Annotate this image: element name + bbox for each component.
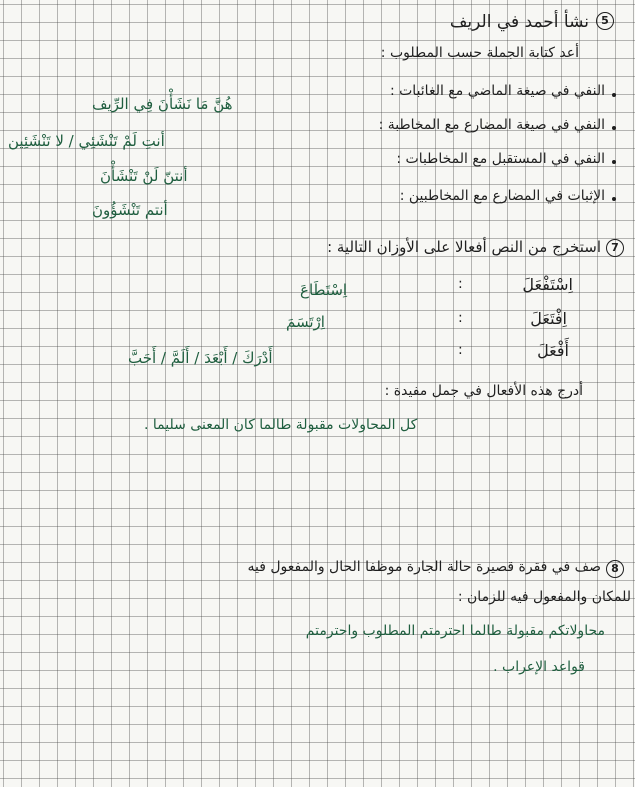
colon-separator: : (458, 276, 463, 292)
section-7-instruction: استخرج من النص أفعالا على الأوزان التالية : (327, 238, 601, 256)
bullet (612, 160, 616, 164)
s7-pattern-1: اِسْتَفْعَلَ (522, 275, 573, 294)
section-5-title: نشأ أحمد في الريف (449, 12, 589, 32)
s5-item-1-answer: هُنَّ مَا نَشَأْنَ فِي الرِّيف (92, 95, 233, 113)
section-5-instruction: أعد كتابة الجملة حسب المطلوب : (380, 45, 579, 61)
section-5-number-circle: 5 (596, 12, 614, 30)
section-7-number-circle: 7 (606, 239, 624, 257)
s7-pattern-3: أَفْعَلَ (537, 341, 569, 360)
section-8-instruction-line-1: صف في فقرة قصيرة حالة الجارة موظفا الحال والمفعول فيه (247, 559, 601, 575)
s5-item-3-prompt: النفي في المستقبل مع المخاطبات : (396, 151, 605, 167)
s5-item-2-prompt: النفي في صيغة المضارع مع المخاطبة : (378, 117, 605, 133)
section-8-answer-line-2: قواعد الإعراب . (493, 659, 585, 675)
s5-item-1-prompt: النفي في صيغة الماضي مع الغائبات : (389, 83, 605, 99)
colon-separator: : (458, 342, 463, 358)
colon-separator: : (458, 310, 463, 326)
s7-answer-2: اِرْتَسَمَ (286, 313, 325, 331)
s5-item-4-prompt: الإثبات في المضارع مع المخاطبين : (399, 188, 605, 204)
s7-answer-3: أَدْرَكَ / أَبْعَدَ / أَلَمَّ / أَحَبَّ (128, 349, 273, 367)
s7-pattern-2: اِفْتَعَلَ (530, 309, 567, 328)
s5-item-2-answer: أنتِ لَمْ تَنْشَئِي / لا تَنْشَئِين (8, 132, 165, 150)
s7-answer-1: اِسْتَطَاعَ (300, 281, 348, 299)
s7-task: أدرج هذه الأفعال في جمل مفيدة : (384, 383, 583, 399)
section-8-number-circle: 8 (606, 560, 624, 578)
section-8-instruction-line-2: للمكان والمفعول فيه للزمان : (457, 589, 631, 605)
bullet (612, 126, 616, 130)
bullet (612, 93, 616, 97)
s7-task-answer: كل المحاولات مقبولة طالما كان المعنى سليما . (144, 417, 418, 433)
bullet (612, 197, 616, 201)
s5-item-4-answer: أنتم تَنْشَؤُونَ (92, 201, 168, 219)
s5-item-3-answer: أنتنّ لَنْ تَنْشَأْنَ (100, 167, 188, 185)
section-8-answer-line-1: محاولاتكم مقبولة طالما احترمتم المطلوب واحترمتم (305, 623, 605, 639)
